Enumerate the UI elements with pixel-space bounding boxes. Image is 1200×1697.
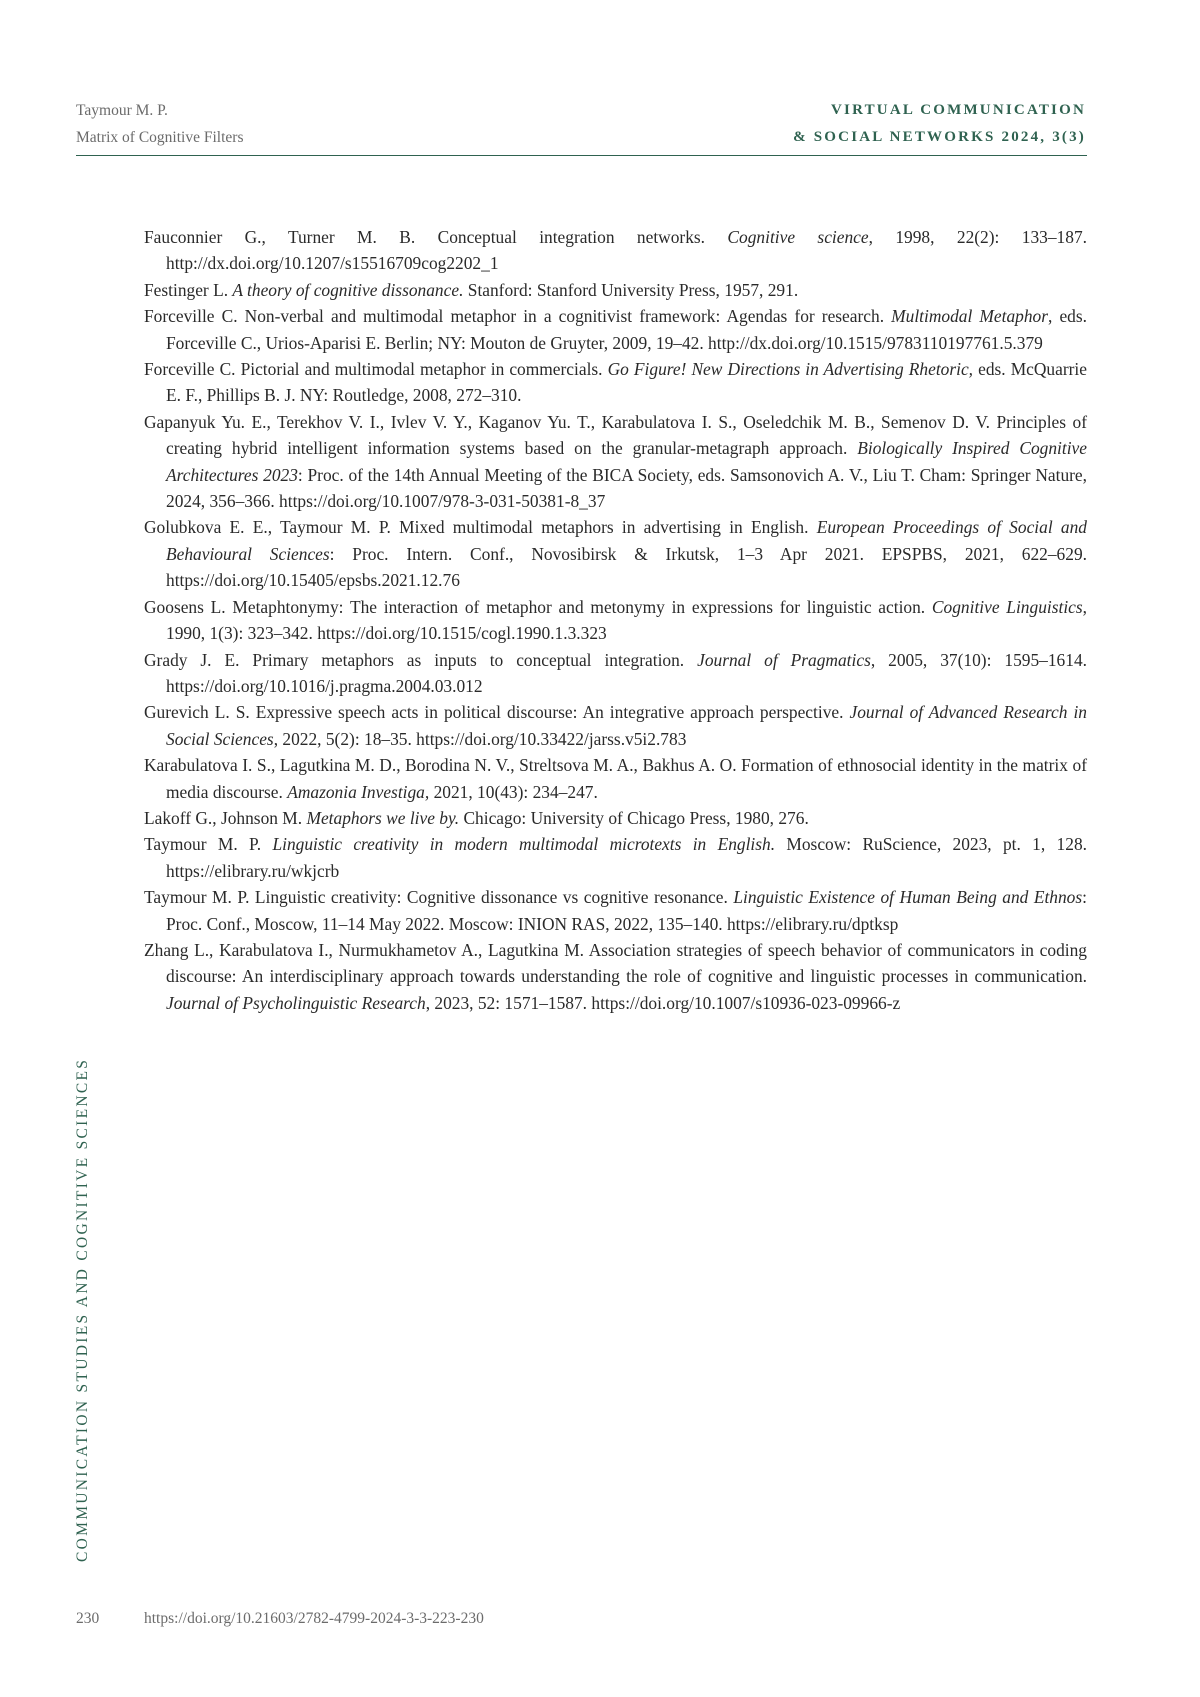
running-header-left: [76, 97, 243, 151]
reference-item: Grady J. E. Primary metaphors as inputs to conceptual integration. Journal of Pragmatics, 2005, 37(10): 1595–1614. https://doi.org/10.1016/j.pragma.2004.03.012: [144, 649, 1087, 696]
header-divider: [76, 155, 1087, 156]
reference-item: Fauconnier G., Turner M. B. Conceptual integration networks. Cognitive science, 1998, 22(2): 133–187. http://dx.doi.org/10.1207/s15516709cog2202_1: [144, 227, 1087, 274]
header-article-title: Matrix of Cognitive Filters: [76, 129, 244, 146]
reference-item: Zhang L., Karabulatova I., Nurmukhametov A., Lagutkina M. Association strategies of speech behavior of communicators in coding discourse: An interdisciplinary approach towards understanding the role of cognitive and linguistic processes in communication. Journal of Psycholinguistic Research, 2023, 52: 1571–1587. https://doi.org/10.1007/s10936-023-09966-z: [144, 939, 1087, 1013]
reference-item: Festinger L. A theory of cognitive dissonance. Stanford: Stanford University Press, 1957, 291.: [144, 279, 799, 300]
reference-item: Forceville C. Non-verbal and multimodal metaphor in a cognitivist framework: Agendas for research. Multimodal Metaphor, eds. Forceville C., Urios-Aparisi E. Berlin; NY: Mouton de Gruyter, 2009, 19–42. http://dx.doi.org/10.1515/9783110197761.5.379: [144, 306, 1087, 353]
page-number: 230: [76, 1610, 100, 1627]
reference-list: [144, 224, 1087, 1016]
reference-item: Gapanyuk Yu. E., Terekhov V. I., Ivlev V. Y., Kaganov Yu. T., Karabulatova I. S., Oseledchik M. B., Semenov D. V. Principles of creating hybrid intelligent information systems based on the granular-metagraph approach. Biologically Inspired Cognitive Architectures 2023: Proc. of the 14th Annual Meeting of the BICA Society, eds. Samsonovich A. V., Liu T. Cham: Springer Nature, 2024, 356–366. https://doi.org/10.1007/978-3-031-50381-8_37: [144, 411, 1087, 512]
reference-item: Golubkova E. E., Taymour M. P. Mixed multimodal metaphors in advertising in English. European Proceedings of Social and Behavioural Sciences: Proc. Intern. Conf., Novosibirsk & Irkutsk, 1–3 Apr 2021. EPSPBS, 2021, 622–629. https://doi.org/10.15405/epsbs.2021.12.76: [144, 517, 1087, 591]
reference-item: Taymour M. P. Linguistic creativity in modern multimodal microtexts in English. Moscow: RuScience, 2023, pt. 1, 128. https://elibrary.ru/wkjcrb: [144, 834, 1087, 881]
reference-item: Taymour M. P. Linguistic creativity: Cognitive dissonance vs cognitive resonance. Linguistic Existence of Human Being and Ethnos: Proc. Conf., Moscow, 11–14 May 2022. Moscow: INION RAS, 2022, 135–140. https://elibrary.ru/dptksp: [144, 887, 1087, 934]
reference-item: Karabulatova I. S., Lagutkina M. D., Borodina N. V., Streltsova M. A., Bakhus A. O. Formation of ethnosocial identity in the matrix of media discourse. Amazonia Investiga, 2021, 10(43): 234–247.: [144, 755, 1087, 802]
journal-title-line1: VIRTUAL COMMUNICATION: [831, 102, 1086, 118]
reference-item: Goosens L. Metaphtonymy: The interaction of metaphor and metonymy in expressions for linguistic action. Cognitive Linguistics, 1990, 1(3): 323–342. https://doi.org/10.1515/cogl.1990.1.3.323: [144, 596, 1088, 644]
reference-item: Forceville C. Pictorial and multimodal metaphor in commercials. Go Figure! New Directions in Advertising Rhetoric, eds. McQuarrie E. F., Phillips B. J. NY: Routledge, 2008, 272–310.: [144, 359, 1087, 406]
article-doi-link[interactable]: https://doi.org/10.21603/2782-4799-2024-3-3-223-230: [144, 1610, 484, 1627]
reference-item: Lakoff G., Johnson M. Metaphors we live by. Chicago: University of Chicago Press, 1980, 276.: [144, 807, 809, 828]
running-header-right: [793, 97, 1086, 151]
section-side-label: COMMUNICATION STUDIES AND COGNITIVE SCIENCES: [74, 1057, 91, 1562]
header-author: Taymour M. P.: [76, 102, 168, 119]
journal-title-line2: & SOCIAL NETWORKS 2024, 3(3): [793, 129, 1086, 145]
reference-item: Gurevich L. S. Expressive speech acts in political discourse: An integrative approach perspective. Journal of Advanced Research in Social Sciences, 2022, 5(2): 18–35. https://doi.org/10.33422/jarss.v5i2.783: [144, 702, 1087, 749]
